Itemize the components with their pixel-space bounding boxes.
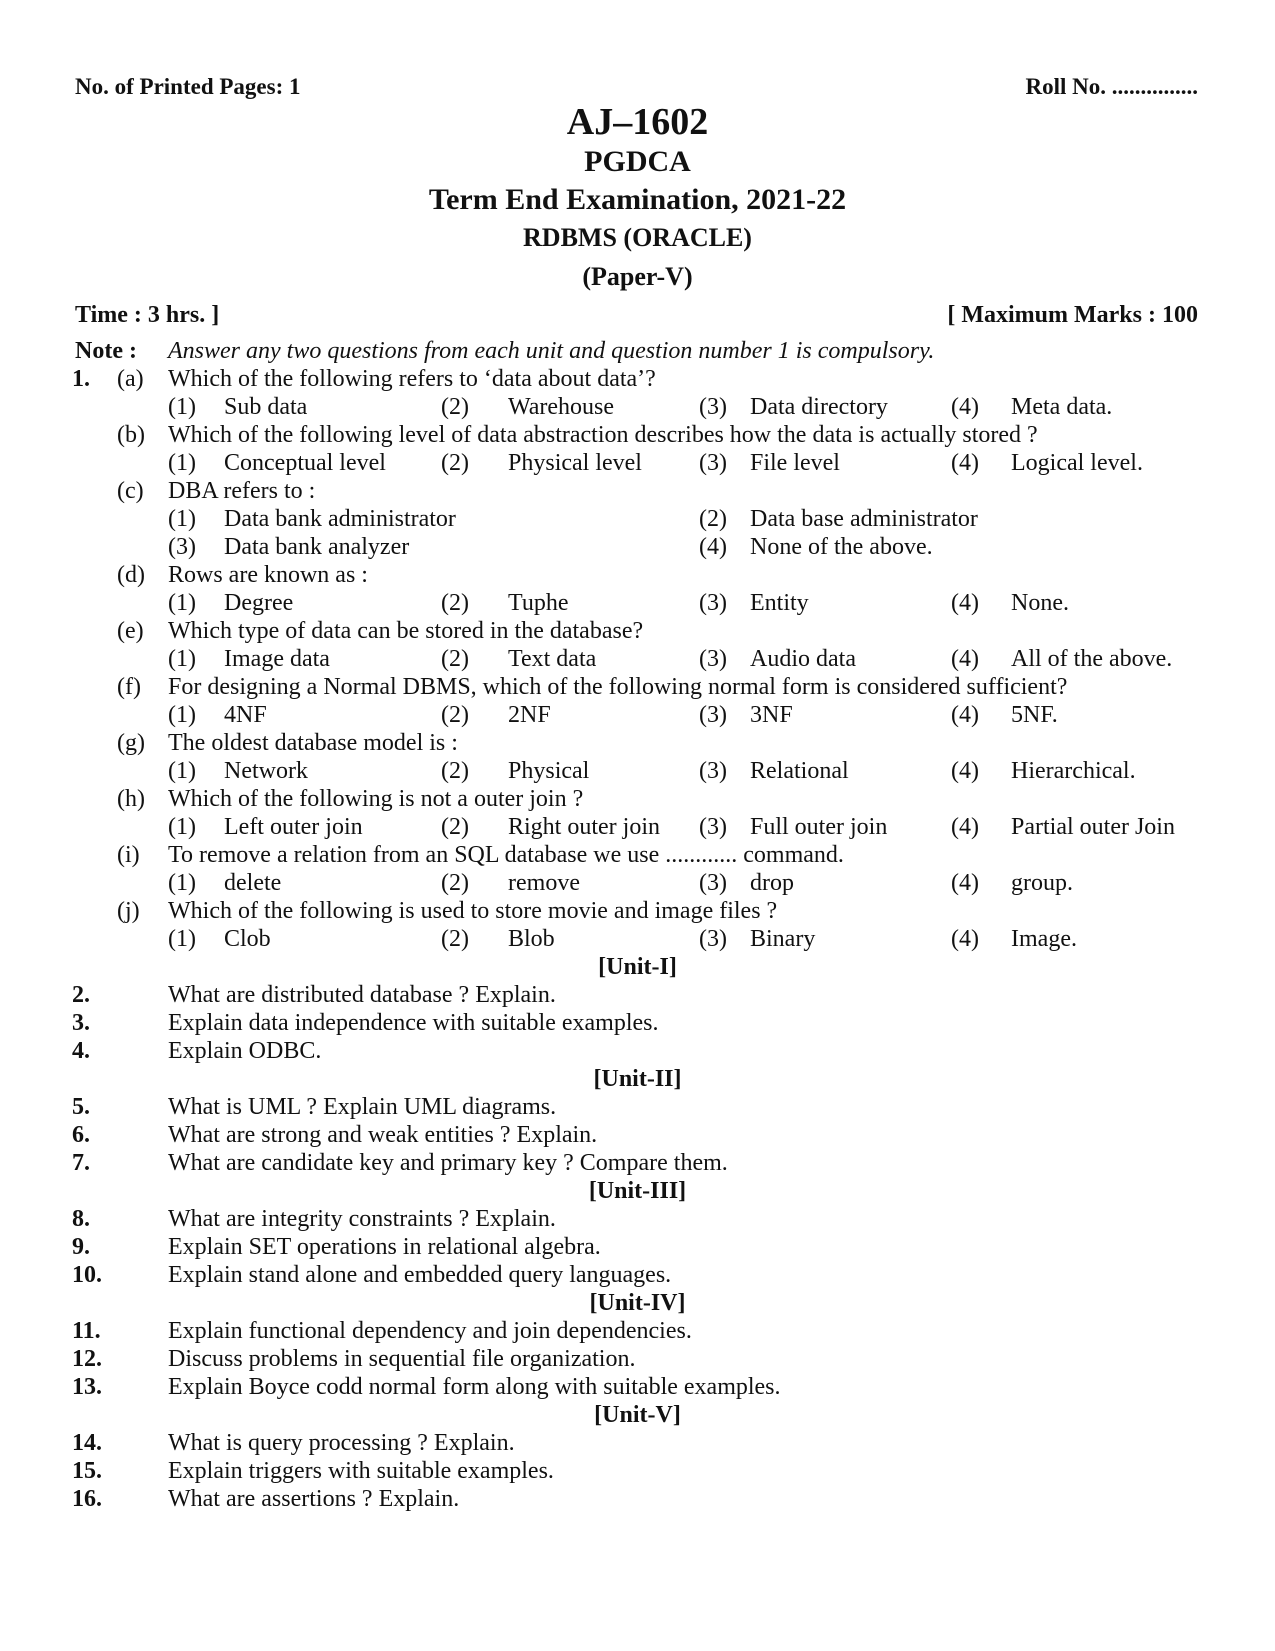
- option-text: group.: [1011, 870, 1073, 896]
- option-number: (4): [951, 758, 979, 784]
- sub-question-text: Rows are known as :: [168, 562, 368, 588]
- option-text: Binary: [750, 926, 816, 952]
- question-number: 4.: [72, 1038, 90, 1064]
- sub-question-letter: (h): [117, 786, 145, 812]
- option-number: (1): [168, 814, 196, 840]
- option-number: (2): [441, 702, 469, 728]
- option-number: (1): [168, 870, 196, 896]
- option-text: Relational: [750, 758, 849, 784]
- option-number: (2): [441, 926, 469, 952]
- option-text: Tuphe: [508, 590, 569, 616]
- option-number: (1): [168, 394, 196, 420]
- option-number: (3): [699, 814, 727, 840]
- note-text: Answer any two questions from each unit and question number 1 is compulsory.: [168, 338, 935, 364]
- option-text: 4NF: [224, 702, 267, 728]
- option-text: Left outer join: [224, 814, 363, 840]
- option-number: (4): [951, 870, 979, 896]
- question-number: 9.: [72, 1234, 90, 1260]
- question-text: What are distributed database ? Explain.: [168, 982, 556, 1008]
- sub-question-letter: (d): [117, 562, 145, 588]
- option-number: (2): [441, 450, 469, 476]
- option-number: (2): [699, 506, 727, 532]
- question-number: 10.: [72, 1262, 102, 1288]
- note-label: Note :: [75, 338, 137, 364]
- option-text: remove: [508, 870, 580, 896]
- sub-question-text: To remove a relation from an SQL database we use ............ command.: [168, 842, 844, 868]
- question-number: 3.: [72, 1010, 90, 1036]
- sub-question-letter: (i): [117, 842, 140, 868]
- option-number: (2): [441, 814, 469, 840]
- question-number: 15.: [72, 1458, 102, 1484]
- option-text: delete: [224, 870, 282, 896]
- sub-question-letter: (c): [117, 478, 144, 504]
- sub-question-text: For designing a Normal DBMS, which of the following normal form is considered sufficient?: [168, 674, 1068, 700]
- sub-question-letter: (g): [117, 730, 145, 756]
- option-text: Image data: [224, 646, 330, 672]
- sub-question-text: Which of the following level of data abstraction describes how the data is actually stored ?: [168, 422, 1038, 448]
- option-number: (4): [951, 646, 979, 672]
- option-number: (1): [168, 702, 196, 728]
- option-number: (2): [441, 758, 469, 784]
- option-text: Right outer join: [508, 814, 660, 840]
- question-text: Explain Boyce codd normal form along with suitable examples.: [168, 1374, 781, 1400]
- option-number: (3): [699, 394, 727, 420]
- option-text: Audio data: [750, 646, 856, 672]
- option-text: Partial outer Join: [1011, 814, 1175, 840]
- option-text: 3NF: [750, 702, 793, 728]
- sub-question-letter: (a): [117, 366, 144, 392]
- subject-title: RDBMS (ORACLE): [523, 223, 752, 252]
- option-number: (2): [441, 870, 469, 896]
- question-text: Discuss problems in sequential file organization.: [168, 1346, 636, 1372]
- question-number: 16.: [72, 1486, 102, 1512]
- option-text: Text data: [508, 646, 597, 672]
- question-number: 5.: [72, 1094, 90, 1120]
- question-number: 13.: [72, 1374, 102, 1400]
- question-text: What are strong and weak entities ? Explain.: [168, 1122, 598, 1148]
- option-text: Degree: [224, 590, 294, 616]
- question-text: Explain SET operations in relational algebra.: [168, 1234, 601, 1260]
- option-text: Warehouse: [508, 394, 615, 420]
- option-text: Image.: [1011, 926, 1077, 952]
- option-number: (3): [699, 758, 727, 784]
- sub-question-letter: (j): [117, 898, 140, 924]
- maximum-marks: [ Maximum Marks : 100: [947, 302, 1198, 328]
- option-text: None of the above.: [750, 534, 933, 560]
- option-number: (2): [441, 590, 469, 616]
- unit-heading: [Unit-V]: [594, 1402, 681, 1428]
- option-text: Physical level: [508, 450, 642, 476]
- sub-question-text: Which of the following refers to ‘data about data’?: [168, 366, 656, 392]
- exam-title: Term End Examination, 2021-22: [428, 183, 847, 216]
- sub-question-text: DBA refers to :: [168, 478, 316, 504]
- question-text: What is query processing ? Explain.: [168, 1430, 515, 1456]
- option-number: (4): [951, 394, 979, 420]
- unit-heading: [Unit-I]: [598, 954, 677, 980]
- option-number: (4): [951, 814, 979, 840]
- option-number: (4): [699, 534, 727, 560]
- option-text: Physical: [508, 758, 590, 784]
- option-number: (1): [168, 590, 196, 616]
- question-number: 2.: [72, 982, 90, 1008]
- sub-question-letter: (b): [117, 422, 145, 448]
- option-number: (1): [168, 450, 196, 476]
- option-number: (3): [699, 590, 727, 616]
- option-text: Data directory: [750, 394, 888, 420]
- option-text: Blob: [508, 926, 555, 952]
- unit-heading: [Unit-IV]: [589, 1290, 686, 1316]
- question-text: What is UML ? Explain UML diagrams.: [168, 1094, 557, 1120]
- sub-question-letter: (f): [117, 674, 141, 700]
- question-text: Explain stand alone and embedded query languages.: [168, 1262, 672, 1288]
- option-text: 5NF.: [1011, 702, 1058, 728]
- option-number: (4): [951, 702, 979, 728]
- option-text: All of the above.: [1011, 646, 1173, 672]
- question-text: Explain ODBC.: [168, 1038, 322, 1064]
- option-number: (4): [951, 926, 979, 952]
- question-number: 14.: [72, 1430, 102, 1456]
- sub-question-text: Which type of data can be stored in the database?: [168, 618, 644, 644]
- option-number: (1): [168, 506, 196, 532]
- sub-question-text: The oldest database model is :: [168, 730, 458, 756]
- question-text: Explain triggers with suitable examples.: [168, 1458, 554, 1484]
- option-text: Full outer join: [750, 814, 888, 840]
- question-number: 8.: [72, 1206, 90, 1232]
- option-number: (3): [699, 450, 727, 476]
- option-text: 2NF: [508, 702, 551, 728]
- sub-question-text: Which of the following is used to store movie and image files ?: [168, 898, 778, 924]
- unit-heading: [Unit-II]: [593, 1066, 682, 1092]
- option-text: Data bank administrator: [224, 506, 456, 532]
- option-number: (2): [441, 646, 469, 672]
- question-number: 1.: [72, 366, 90, 392]
- option-number: (3): [699, 926, 727, 952]
- question-number: 6.: [72, 1122, 90, 1148]
- unit-heading: [Unit-III]: [588, 1178, 687, 1204]
- option-text: drop: [750, 870, 794, 896]
- option-text: Entity: [750, 590, 809, 616]
- time-allowed: Time : 3 hrs. ]: [75, 302, 220, 328]
- sub-question-text: Which of the following is not a outer join ?: [168, 786, 584, 812]
- paper-number: (Paper-V): [582, 262, 693, 291]
- option-text: Logical level.: [1011, 450, 1143, 476]
- option-number: (4): [951, 590, 979, 616]
- roll-number: Roll No. ...............: [1025, 74, 1198, 99]
- paper-code: AJ–1602: [566, 101, 709, 143]
- option-number: (4): [951, 450, 979, 476]
- question-number: 7.: [72, 1150, 90, 1176]
- question-number: 11.: [72, 1318, 101, 1344]
- option-number: (1): [168, 758, 196, 784]
- course-name: PGDCA: [584, 145, 691, 178]
- option-number: (2): [441, 394, 469, 420]
- option-text: Data bank analyzer: [224, 534, 410, 560]
- option-text: Clob: [224, 926, 271, 952]
- option-number: (1): [168, 926, 196, 952]
- printed-pages: No. of Printed Pages: 1: [75, 74, 301, 99]
- option-text: Hierarchical.: [1011, 758, 1136, 784]
- option-number: (3): [699, 870, 727, 896]
- option-text: None.: [1011, 590, 1069, 616]
- question-text: Explain data independence with suitable examples.: [168, 1010, 659, 1036]
- option-text: Meta data.: [1011, 394, 1113, 420]
- option-number: (1): [168, 646, 196, 672]
- question-text: What are candidate key and primary key ? Compare them.: [168, 1150, 728, 1176]
- option-number: (3): [699, 702, 727, 728]
- option-text: Conceptual level: [224, 450, 386, 476]
- option-text: Data base administrator: [750, 506, 978, 532]
- question-text: What are integrity constraints ? Explain.: [168, 1206, 556, 1232]
- option-text: Network: [224, 758, 308, 784]
- question-text: What are assertions ? Explain.: [168, 1486, 460, 1512]
- option-number: (3): [168, 534, 196, 560]
- option-number: (3): [699, 646, 727, 672]
- question-text: Explain functional dependency and join dependencies.: [168, 1318, 692, 1344]
- question-number: 12.: [72, 1346, 102, 1372]
- sub-question-letter: (e): [117, 618, 144, 644]
- option-text: File level: [750, 450, 840, 476]
- option-text: Sub data: [224, 394, 308, 420]
